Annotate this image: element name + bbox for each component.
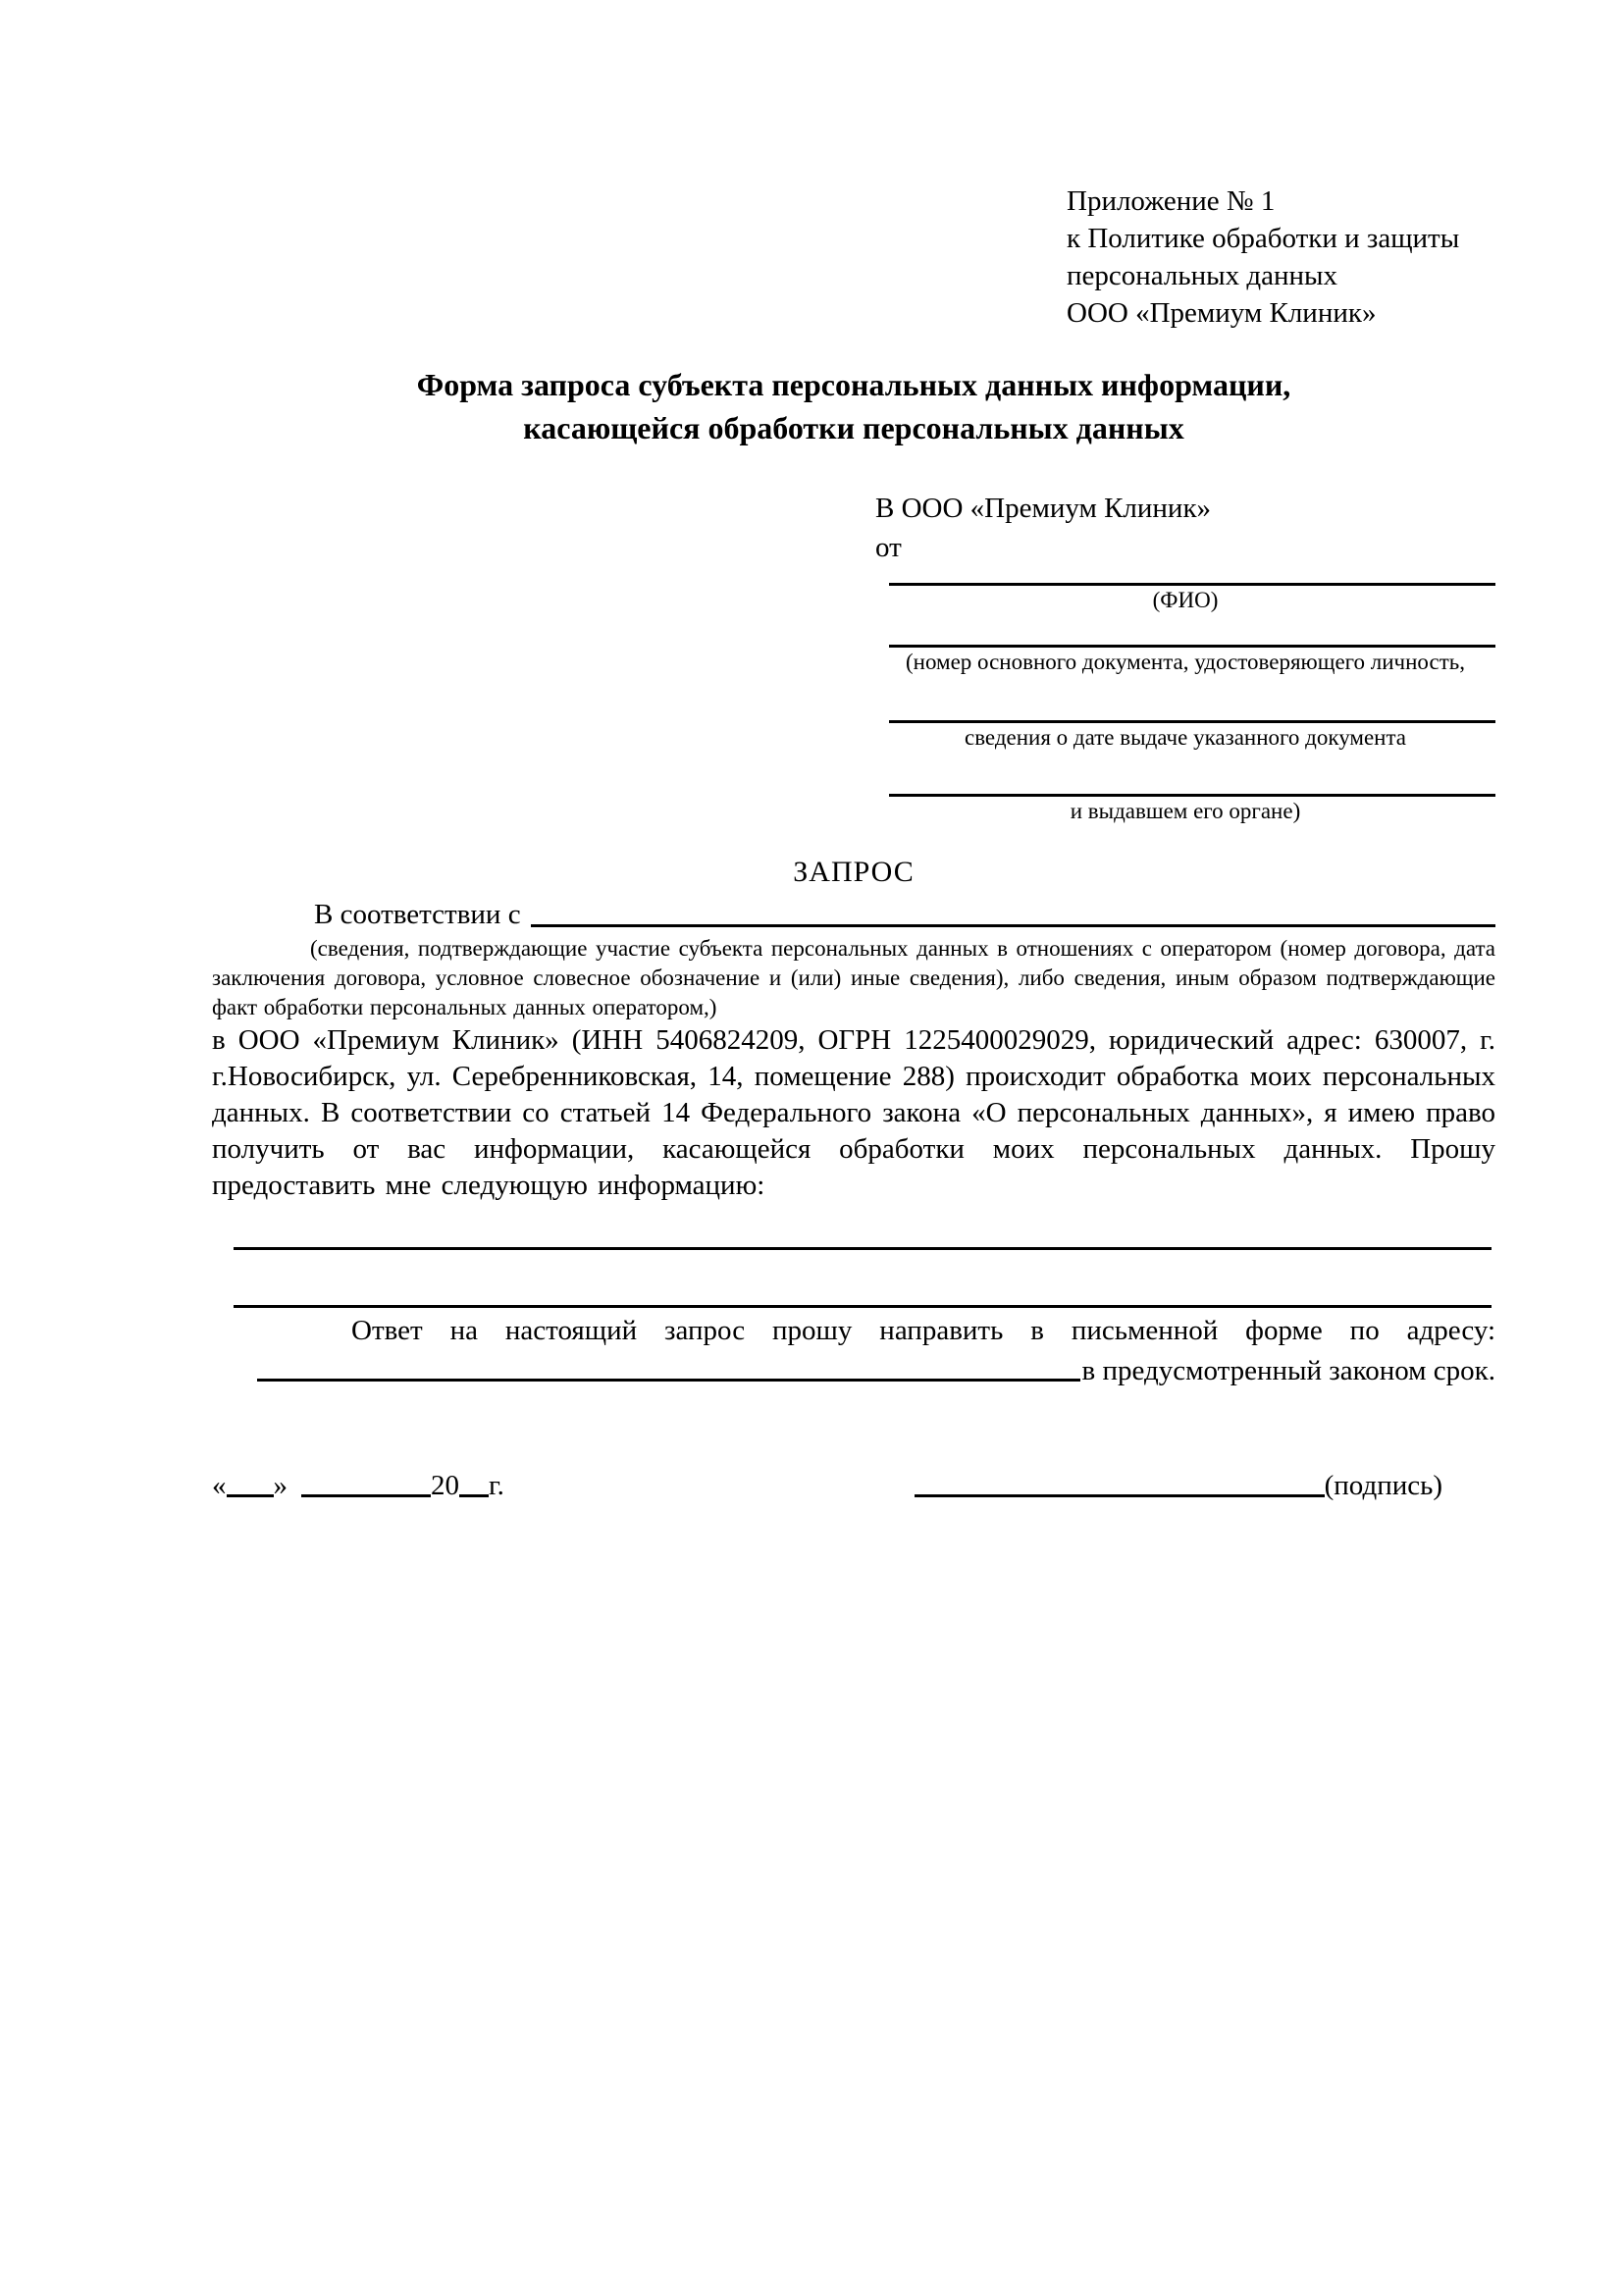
- signature-caption: (подпись): [1324, 1470, 1442, 1501]
- address-blank-line[interactable]: [257, 1379, 1080, 1382]
- response-address-row: [212, 1351, 1495, 1390]
- document-number-caption: (номер основного документа, удостоверяющего личность,: [905, 650, 1465, 674]
- fio-caption: (ФИО): [1152, 588, 1219, 612]
- document-number-blank-line[interactable]: [889, 615, 1495, 648]
- addressee-block: [875, 489, 1495, 826]
- addressee-to: В ООО «Премиум Клиник»: [875, 493, 1212, 524]
- signature-blank-line[interactable]: [915, 1494, 1325, 1497]
- month-blank-line[interactable]: [301, 1494, 431, 1497]
- appendix-note-line-1: Приложение № 1: [1067, 185, 1276, 217]
- form-title: [212, 363, 1495, 449]
- addressee-from: от: [875, 532, 902, 563]
- year-suffix: г.: [489, 1470, 504, 1501]
- fio-blank-line[interactable]: [889, 567, 1495, 586]
- body-paragraph: в ООО «Премиум Клиник» (ИНН 5406824209, ОГРН 1225400029029, юридический адрес: 630007, г. г.Новосибирск, ул. Серебренниковская, 14, помещение 288) происходит обработка моих персональных данных. В соответствии со статьей 14 Федерального закона «О персональных данных», я имею право получить от вас информации, касающейся обработки моих персональных данных. Прошу предоставить мне следующую информацию:: [212, 1024, 1495, 1201]
- date-line: [212, 1467, 504, 1504]
- response-clause-line: Ответ на настоящий запрос прошу направить в письменной форме по адресу:: [351, 1315, 1495, 1346]
- response-clause-suffix: в предусмотренный законом срок.: [1081, 1355, 1495, 1386]
- day-blank-line[interactable]: [227, 1494, 274, 1497]
- appendix-note-line-4: ООО «Премиум Клиник»: [1067, 297, 1377, 329]
- year-blank-line[interactable]: [459, 1494, 489, 1497]
- info-blank-line-1[interactable]: [234, 1247, 1492, 1250]
- date-open-quote: «: [212, 1470, 227, 1501]
- issue-date-caption: сведения о дате выдаче указанного документа: [964, 725, 1407, 750]
- accordance-lead: В соответствии с: [314, 899, 521, 930]
- appendix-note: [1067, 183, 1495, 332]
- date-signature-row: [212, 1467, 1495, 1504]
- form-title-line-2: касающейся обработки персональных данных: [523, 410, 1184, 445]
- accordance-blank-line[interactable]: [531, 924, 1495, 927]
- form-title-line-1: Форма запроса субъекта персональных данных информации,: [416, 367, 1291, 402]
- info-blank-line-2[interactable]: [234, 1305, 1492, 1308]
- appendix-note-line-2: к Политике обработки и защиты: [1067, 223, 1460, 254]
- accordance-row: [212, 897, 1495, 932]
- issuing-authority-blank-line[interactable]: [889, 753, 1495, 797]
- year-prefix: 20: [431, 1470, 459, 1501]
- issue-date-blank-line[interactable]: [889, 677, 1495, 723]
- date-close-quote: »: [273, 1470, 288, 1501]
- appendix-note-line-3: персональных данных: [1067, 260, 1338, 291]
- signature-area: [915, 1467, 1442, 1504]
- fine-print-note: (сведения, подтверждающие участие субъекта персональных данных в отношениях с оператором (номер договора, дата заключения договора, условное словесное обозначение и (или) иные сведения), либо сведения, иным образом подтверждающие факт обработки персональных данных оператором,): [212, 936, 1495, 1019]
- issuing-authority-caption: и выдавшем его органе): [1070, 799, 1301, 823]
- request-heading: ЗАПРОС: [793, 856, 915, 888]
